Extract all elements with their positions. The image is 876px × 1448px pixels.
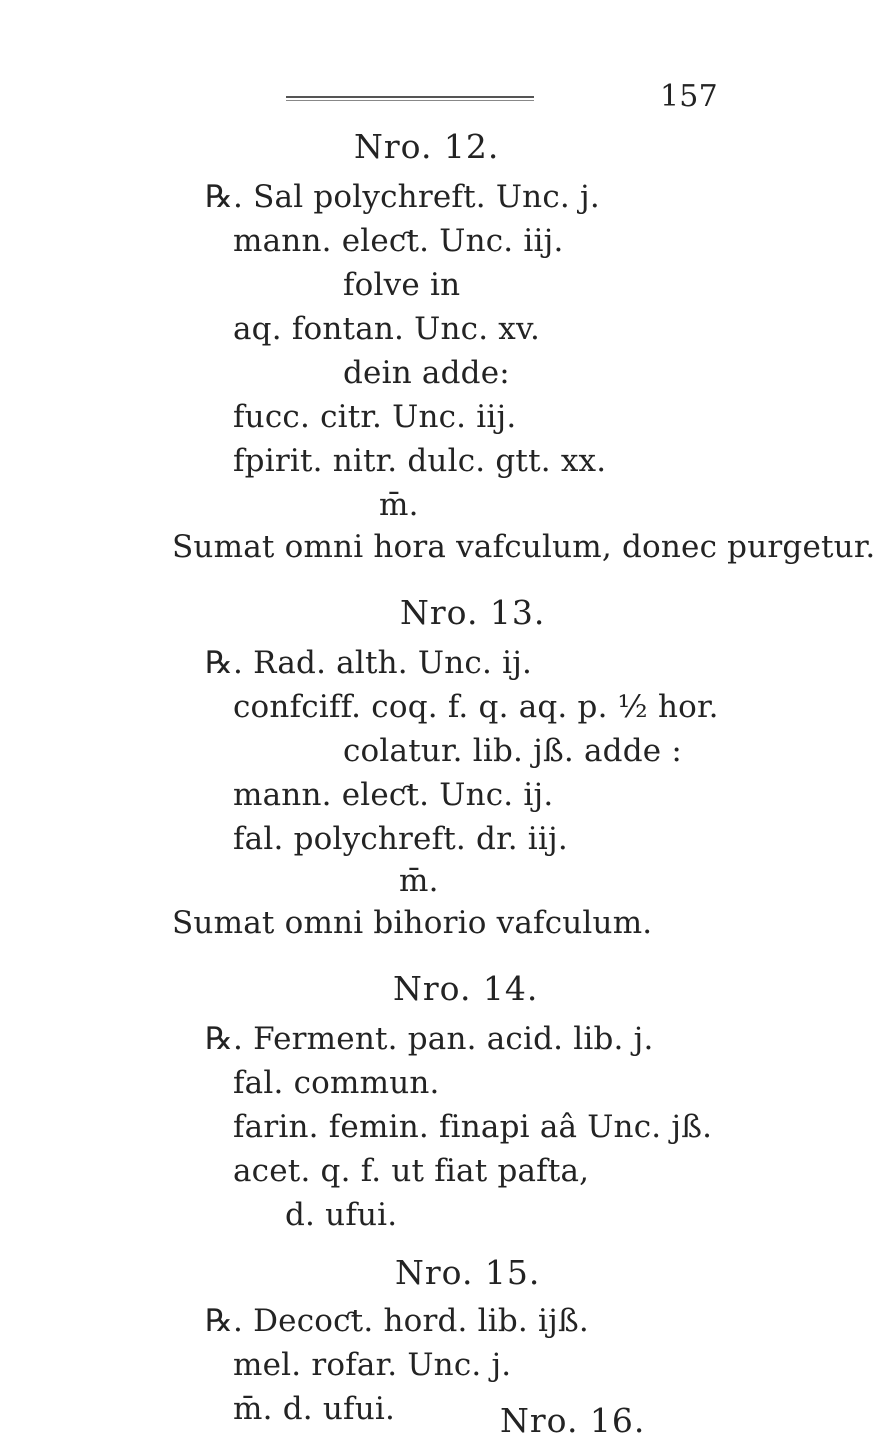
recipe-line: dein adde: — [343, 355, 510, 391]
recipe-line: ℞. Ferment. pan. acid. lib. j. — [205, 1021, 654, 1057]
recipe-line: ℞. Rad. alth. Unc. ij. — [205, 645, 533, 681]
recipe-line: mann. eleƈt. Unc. ij. — [233, 777, 554, 813]
recipe-line: fal. polychreft. dr. iij. — [233, 821, 568, 857]
recipe-line: mann. eleƈt. Unc. iij. — [233, 223, 564, 259]
recipe-line: confciff. coq. f. q. aq. p. ½ hor. — [233, 689, 719, 725]
header-rule — [286, 96, 534, 98]
recipe-line: mel. rofar. Unc. j. — [233, 1347, 512, 1383]
recipe-line: ℞. Sal polychreft. Unc. j. — [205, 179, 600, 215]
recipe-line: m̄. — [379, 487, 419, 523]
recipe-line: Sumat omni hora vafculum, donec purgetur. — [172, 529, 876, 565]
recipe-line: Sumat omni bihorio vafculum. — [172, 905, 653, 941]
recipe-line: ℞. Decoƈt. hord. lib. ijß. — [205, 1303, 589, 1339]
section-heading-13: Nro. 13. — [400, 593, 546, 632]
recipe-line: fal. commun. — [233, 1065, 440, 1101]
recipe-line: aq. fontan. Unc. xv. — [233, 311, 541, 347]
section-heading-15: Nro. 15. — [395, 1253, 541, 1292]
page-number: 157 — [660, 79, 718, 114]
recipe-line: fpirit. nitr. dulc. gtt. xx. — [233, 443, 607, 479]
recipe-line: m̄. — [399, 863, 439, 899]
section-heading-14: Nro. 14. — [393, 969, 539, 1008]
recipe-line: fucc. citr. Unc. iij. — [233, 399, 517, 435]
recipe-line: colatur. lib. jß. adde : — [343, 733, 682, 769]
section-heading-12: Nro. 12. — [354, 127, 500, 166]
header-rule-secondary — [286, 100, 534, 101]
recipe-line: farin. femin. finapi aâ Unc. jß. — [233, 1109, 713, 1145]
recipe-line: acet. q. f. ut fiat pafta, — [233, 1153, 590, 1189]
recipe-line: folve in — [343, 267, 461, 303]
recipe-line: m̄. d. ufui. — [233, 1391, 396, 1427]
catchword: Nro. 16. — [500, 1401, 646, 1440]
recipe-line: d. ufui. — [285, 1197, 398, 1233]
